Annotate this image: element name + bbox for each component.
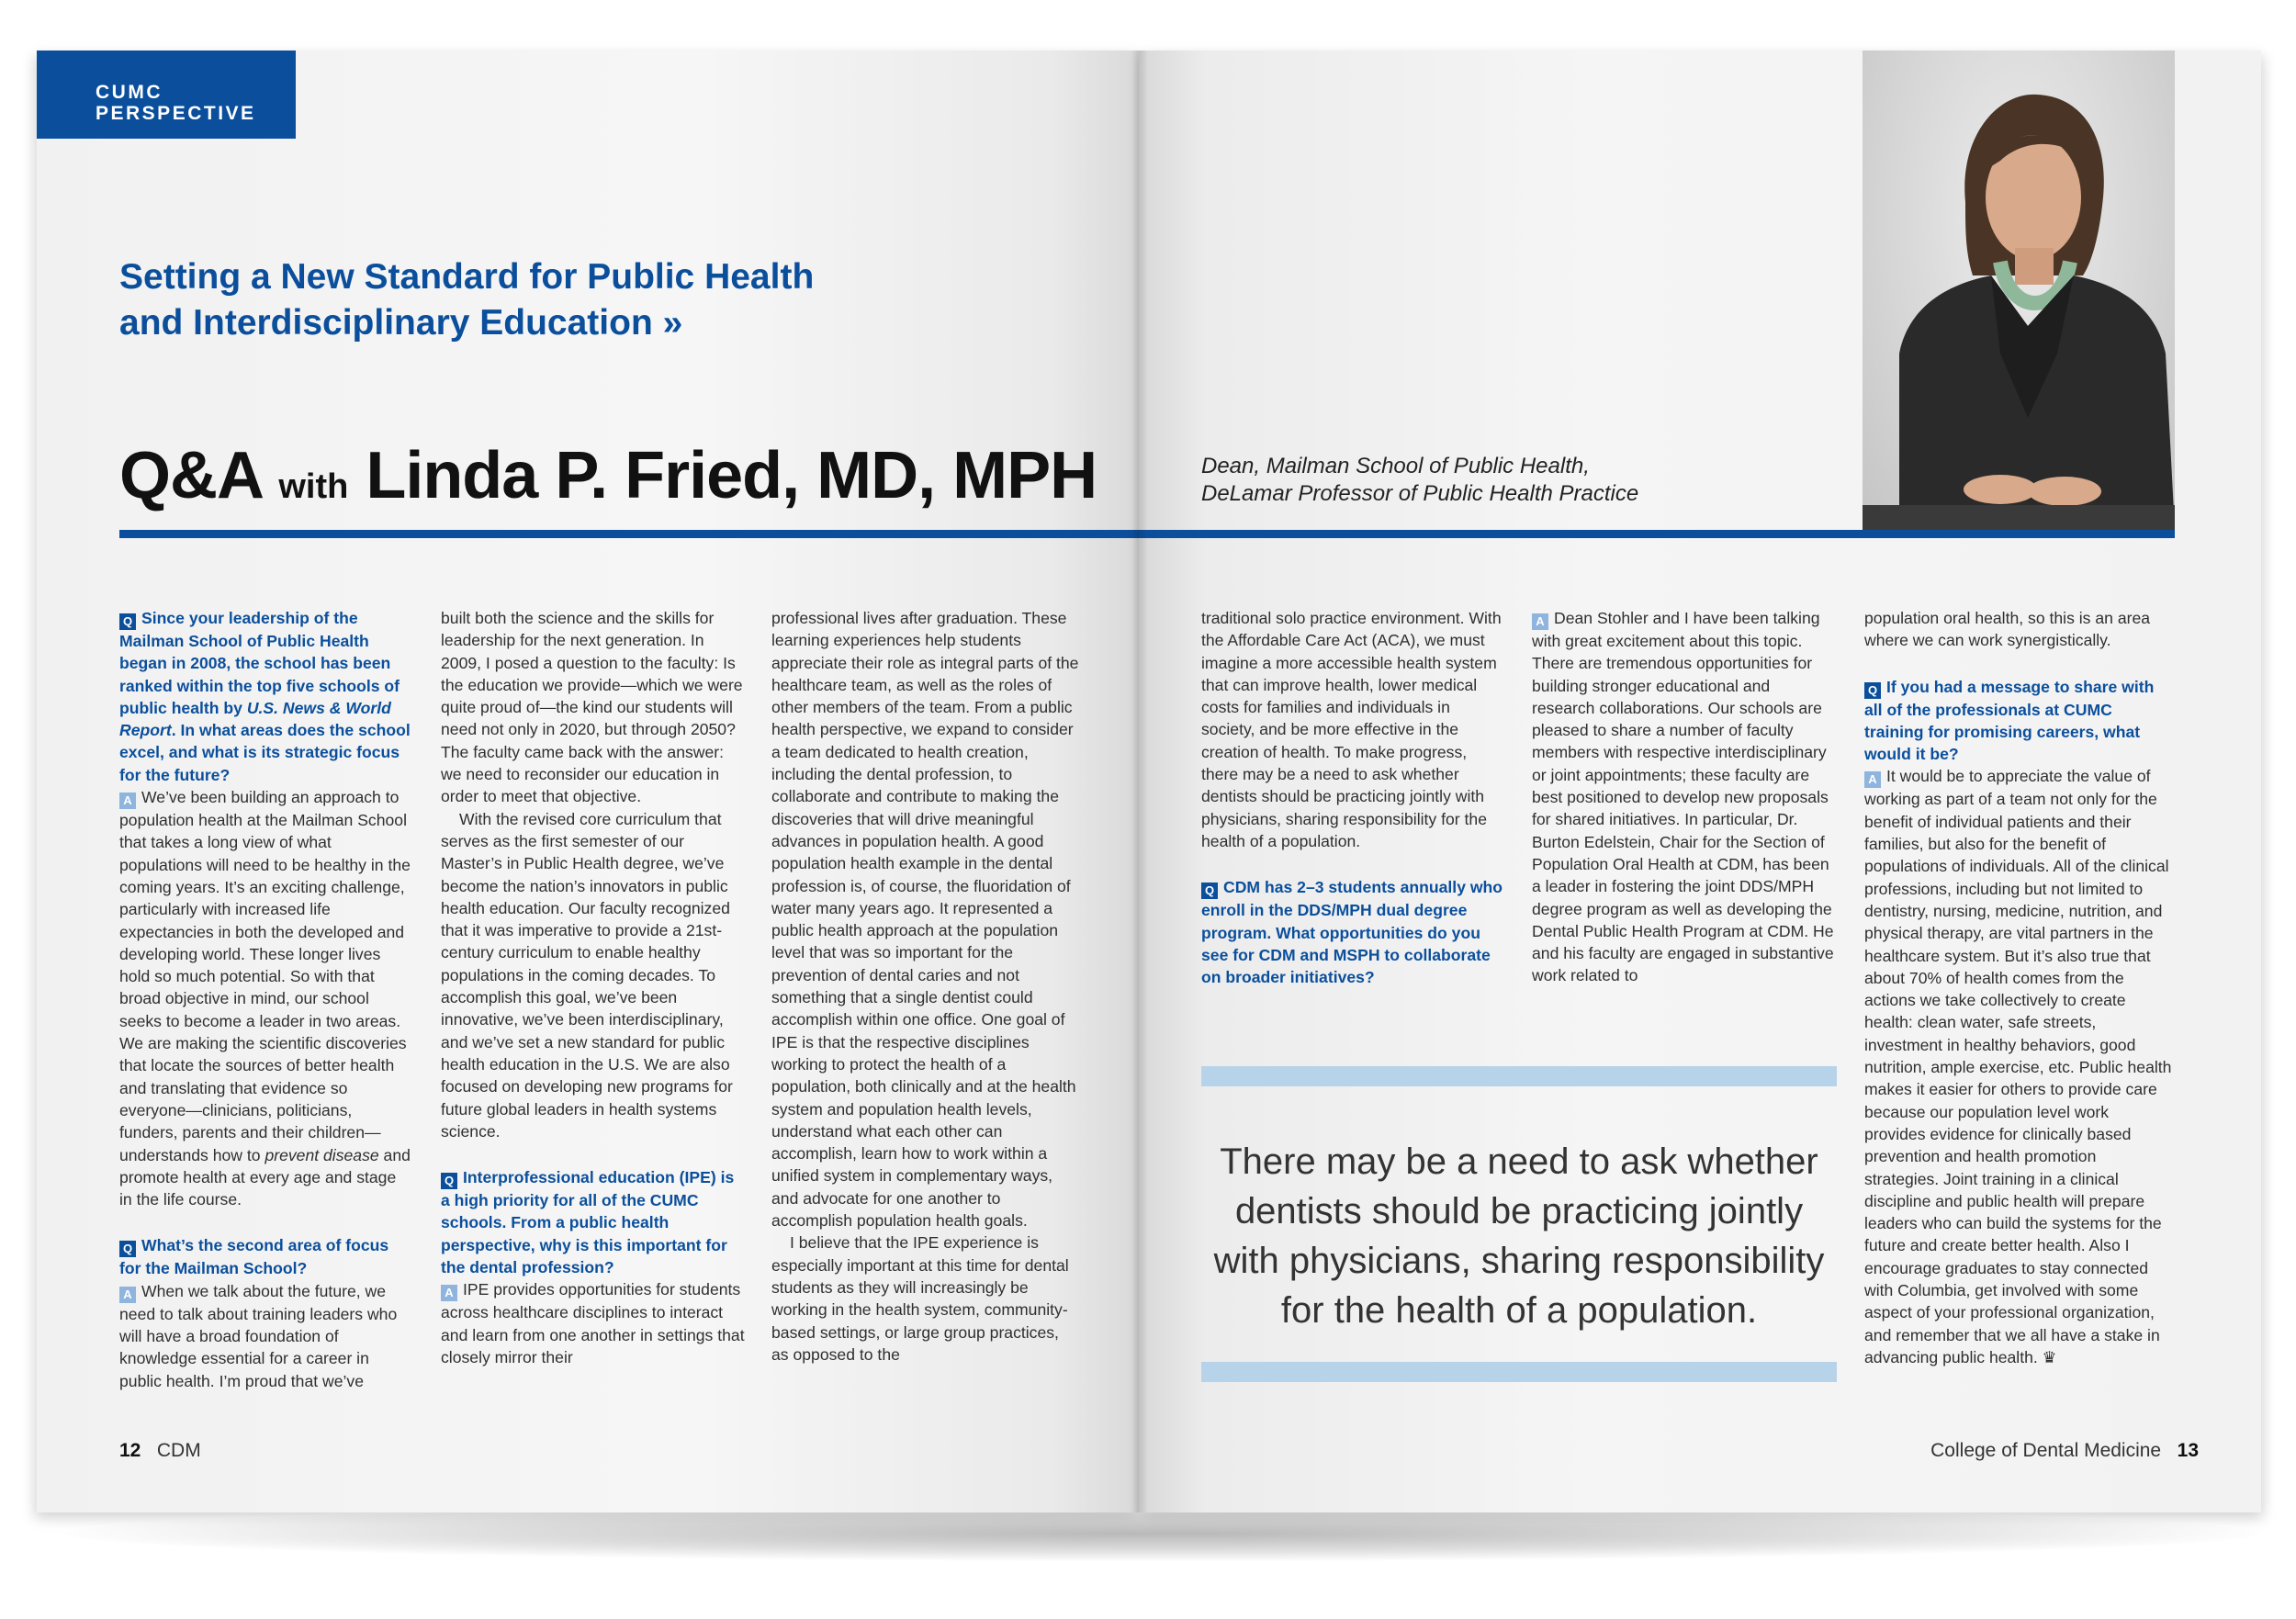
question-marker-icon: Q [1864, 682, 1881, 699]
interview-title [119, 434, 1097, 528]
column-4 [1201, 607, 1504, 988]
pullquote [1201, 1137, 1837, 1335]
column-4-paragraph-1: traditional solo practice environment. With the Affordable Care Act (ACA), we must imagine a more accessible health system that can improve health, lower medical costs for families and individuals in society, and be more effective in the creation of health. To make progress, there may be a need to ask whether dentists should be practicing jointly with physicians, sharing responsibility for the health of a population. [1201, 609, 1502, 850]
column-3-paragraph-2: I believe that the IPE experience is especially important at this time for dental students as they will increasingly be working in the health system, community-based settings, or large group practices, as opposed to the [771, 1233, 1069, 1364]
article-headline [119, 254, 817, 346]
answer-marker-icon: A [441, 1285, 457, 1301]
left-page [37, 51, 1139, 1512]
answer-5: A It would be to appreciate the value of working as part of a team not only for the benefit of individual patients and their families, but also for the benefit of populations of individuals. All of the clinical professions, including but not limited to dentistry, nursing, medicine, nutrition, and physical therapy, are vital partners in the healthcare system. But it’s also true that about 70% of health comes from the actions we take collectively to create health: clean water, safe streets, investment in healthy behaviors, good nutrition, ample exercise, etc. Public health makes it easier for others to provide care because our population level work provides evidence for clinically based prevention and health promotion strategies. Joint training in a clinical discipline and public health will prepare leaders who can build the systems for the future and create better health. Also I encourage graduates to stay connected with Columbia, get involved with some aspect of your professional organization, and remember that we all have a stake in advancing public health. ♛ [1864, 767, 2172, 1366]
pullquote-top-bar [1201, 1066, 1837, 1086]
column-6-paragraph-1: population oral health, so this is an area where we can work synergistically. [1864, 609, 2151, 650]
column-2-paragraph-2: With the revised core curriculum that serves as the first semester of our Master’s in Public Health degree, we’ve become the nation’s innovators in public health education. Our faculty recognized that it was imperative to provide a 21st-century curriculum to enable healthy populations in the coming decades. To accomplish this goal, we’ve been innovative, we’ve been interdisciplinary, and we’ve set a new standard for public health education in the U.S. We are also focused on developing new programs for future global leaders in health systems science. [441, 809, 733, 1141]
right-page [1139, 51, 2261, 1512]
crown-end-mark-icon: ♛ [2042, 1347, 2057, 1366]
column-3-paragraph-1: professional lives after graduation. These learning experiences help students appreciate their role as integral parts of the healthcare team, as well as the roles of other members of the team. From a public health perspective, we expand to consider a team dedicated to health creation, including the dental profession, to collaborate and contribute to making the discoveries that will drive meaningful advances in population health. A good population health example in the dental profession is, of course, the fluoridation of water many years ago. It represented a public health approach at the population level that was so important for the prevention of dental caries and not something that a single dentist could accomplish within one office. One goal of IPE is that the respective disciplines working to protect the health of a population, both clinically and at the health system and population health levels, understand what each other can accomplish, learn how to work within a unified system in complementary ways, and advocate for one another to accomplish population health goals. [771, 609, 1079, 1231]
question-marker-icon: Q [119, 613, 136, 630]
column-3 [771, 607, 1080, 1366]
answer-4: A Dean Stohler and I have been talking with great excitement about this topic. There are tremendous opportunities for building stronger educational and research collaborations. Our schools are pleased to share a number of faculty members with respective interdisciplinary or joint appointments; these faculty are best positioned to develop new proposals for shared initiatives. In particular, Dr. Burton Edelstein, Chair for the Section of Population Oral Health at CDM, has been a leader in fostering the joint DDS/MPH degree program as well as developing the Dental Public Health Program at CDM. He and his faculty are engaged in substantive work related to [1532, 609, 1834, 985]
title-rule-left [119, 530, 1139, 538]
magazine-shadow [64, 1506, 2259, 1561]
kicker-line-2: PERSPECTIVE [96, 103, 256, 124]
column-6 [1864, 607, 2173, 1368]
pullquote-line-2: dentists should be practicing jointly [1234, 1191, 1804, 1231]
column-2 [441, 607, 746, 1368]
question-marker-icon: Q [441, 1173, 457, 1189]
column-5 [1532, 607, 1837, 987]
page-number-right: 13 [2177, 1440, 2199, 1461]
pullquote-bottom-bar [1201, 1362, 1837, 1382]
question-2: Q What’s the second area of focus for the Mailman School? [119, 1236, 389, 1278]
kicker-line-1: CUMC [96, 82, 163, 103]
pullquote-line-3: with physicians, sharing responsibility [1213, 1241, 1825, 1281]
answer-1: A We’ve been building an approach to population health at the Mailman School that takes a long view of what populations will need to be healthy in the coming years. It’s an exciting challenge, particularly with increased life expectancies in both the developed and developing world. These longer lives hold so much potential. So with that broad objective in mind, our school seeks to become a leader in two areas. We are making the scientific discoveries that locate the sources of better health and translating that evidence so everyone—clinicians, politicians, funders, parents and their children—understands how to prevent disease and promote health at every age and stage in the life course. [119, 788, 411, 1209]
column-2-paragraph-1: built both the science and the skills for leadership for the next generation. In 2009, I posed a question to the faculty: Is the education we provide—which we were quite proud of—the kind our students will need not only in 2020, but through 2050? The faculty came back with the answer: we need to reconsider our education in order to meet that objective. [441, 609, 743, 806]
college-label: College of Dental Medicine [1930, 1440, 2162, 1461]
answer-2: A When we talk about the future, we need to talk about training leaders who will have a broad foundation of knowledge essential for a career in public health. I’m proud that we’ve [119, 1281, 398, 1390]
question-marker-icon: Q [1201, 883, 1218, 899]
question-1: Q Since your leadership of the Mailman School of Public Health began in 2008, the school has been ranked within the top five schools of public health by U.S. News & World Report. In what areas does the school excel, and what is its strategic focus for the future? [119, 609, 411, 784]
page-folio-left [119, 1440, 201, 1462]
pullquote-line-4: for the health of a population. [1280, 1290, 1758, 1331]
title-name: Linda P. Fried, MD, MPH [366, 439, 1097, 512]
portrait-illustration [1863, 51, 2175, 530]
answer-marker-icon: A [119, 793, 136, 809]
question-4: Q CDM has 2–3 students annually who enroll in the DDS/MPH dual degree program. What opportunities do you see for CDM and MSPH to collaborate on broader initiatives? [1201, 878, 1503, 987]
question-5: Q If you had a message to share with all of the professionals at CUMC training for promising careers, what would it be? [1864, 677, 2155, 764]
title-with: with [278, 467, 349, 506]
answer-marker-icon: A [1532, 613, 1548, 630]
headline-line-1: Setting a New Standard for Public Health [119, 257, 815, 297]
title-qa: Q&A [119, 439, 262, 512]
portrait-photo [1863, 51, 2175, 530]
section-kicker [37, 51, 296, 139]
page-folio-right [1930, 1440, 2199, 1462]
spine-gutter [1131, 51, 1148, 1512]
question-3: Q Interprofessional education (IPE) is a high priority for all of the CUMC schools. From a public health perspective, why is this important for the dental profession? [441, 1168, 735, 1277]
dean-line-1: Dean, Mailman School of Public Health, [1201, 454, 1590, 478]
publication-label: CDM [156, 1440, 201, 1461]
dean-line-2: DeLamar Professor of Public Health Practice [1201, 481, 1639, 506]
question-marker-icon: Q [119, 1241, 136, 1257]
column-1 [119, 607, 411, 1392]
answer-marker-icon: A [119, 1287, 136, 1303]
answer-marker-icon: A [1864, 771, 1881, 788]
pullquote-line-1: There may be a need to ask whether [1220, 1141, 1818, 1182]
page-number-left: 12 [119, 1440, 141, 1461]
headline-line-2: and Interdisciplinary Education » [119, 303, 683, 343]
dean-title [1201, 453, 1638, 508]
title-rule-right [1139, 530, 2175, 538]
answer-3: A IPE provides opportunities for students across healthcare disciplines to interact and learn from one another in settings that closely mirror their [441, 1280, 745, 1366]
